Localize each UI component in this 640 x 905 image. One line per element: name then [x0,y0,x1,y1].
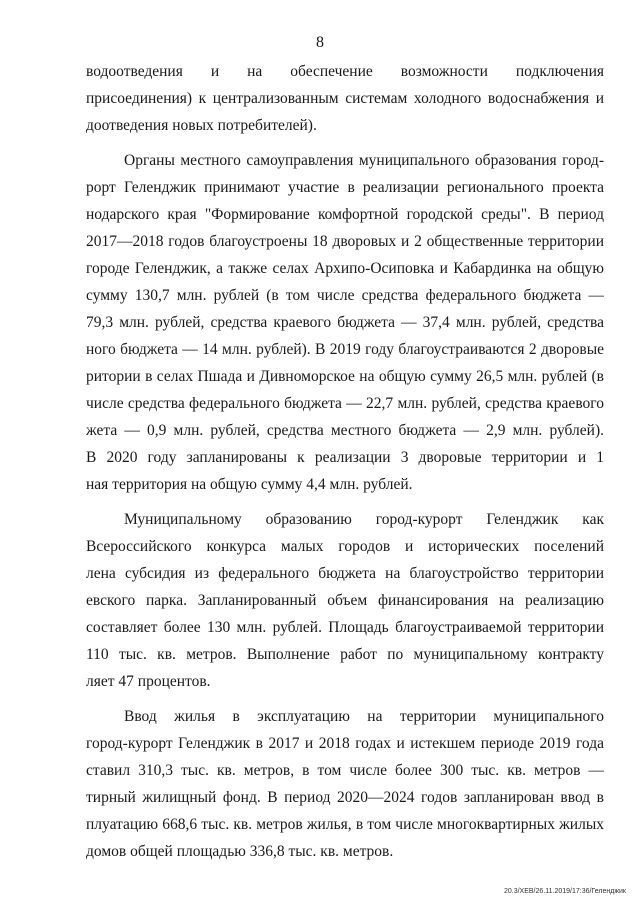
text-line: Ввод жилья в эксплуатацию на территории муниципального [124,708,604,725]
text-line: город-курорт Геленджик в 2017 и 2018 годах и истекшем периоде 2019 года [86,735,604,752]
text-line: присоединения) к централизованным системам холодного водоснабжения и [86,90,604,107]
text-line: ставил 310,3 тыс. кв. метров, в том числе более 300 тыс. кв. метров — [86,762,604,779]
text-line: 79,3 млн. рублей, средства краевого бюджета — 37,4 млн. рублей, средства [86,314,604,331]
text-line: сумму 130,7 млн. рублей (в том числе средства федерального бюджета — [86,287,604,304]
text-line: числе средства федерального бюджета — 22,7 млн. рублей, средства краевого [86,395,604,412]
text-line: 110 тыс. кв. метров. Выполнение работ по муниципальному контракту [86,646,604,663]
text-line: ного бюджета — 14 млн. рублей). В 2019 году благоустраиваются 2 дворовые [86,341,604,358]
paragraph-4 [86,703,604,865]
text-line: В 2020 году запланированы к реализации 3 дворовые территории и 1 [86,449,604,466]
text-line: ритории в селах Пшада и Дивноморское на общую сумму 26,5 млн. рублей (в [86,368,604,385]
text-line: тирный жилищный фонд. В период 2020—2024 годов запланирован ввод в [86,789,604,806]
text-line: жета — 0,9 млн. рублей, средства местного бюджета — 2,9 млн. рублей). [86,422,604,439]
text-line: лена субсидия из федерального бюджета на благоустройство территории [86,565,604,582]
text-line: ная территория на общую сумму 4,4 млн. рублей. [86,476,413,493]
text-line: рорт Геленджик принимают участие в реализации регионального проекта [86,179,604,196]
document-stamp: 20.3/ХЕВ/26.11.2019/17:36/Геленджик [503,888,626,895]
paragraph-2 [86,147,604,498]
text-line: водоотведения и на обеспечение возможности подключения [86,63,604,80]
text-line: Всероссийского конкурса малых городов и исторических поселений [86,538,604,555]
text-line: Муниципальному образованию город-курорт Геленджик как [124,511,604,528]
document-body [86,58,604,865]
text-line: Органы местного самоуправления муниципального образования город- [124,152,604,169]
text-line: нодарского края "Формирование комфортной городской среды". В период [86,206,604,223]
text-line: евского парка. Запланированный объем финансирования на реализацию [86,592,604,609]
paragraph-3 [86,506,604,695]
page-number: 8 [316,34,324,51]
text-line: городе Геленджик, а также селах Архипо-Осиповка и Кабардинка на общую [86,260,604,277]
text-line: ляет 47 процентов. [86,673,211,690]
text-line: 2017—2018 годов благоустроены 18 дворовых и 2 общественные территории [86,233,604,250]
text-line: составляет более 130 млн. рублей. Площадь благоустраиваемой территории [86,619,604,636]
text-line: домов общей площадью 336,8 тыс. кв. метров. [86,843,394,860]
paragraph-1 [86,58,604,139]
text-line: плуатацию 668,6 тыс. кв. метров жилья, в том числе многоквартирных жилых [86,816,604,833]
text-line: доотведения новых потребителей). [86,117,317,134]
